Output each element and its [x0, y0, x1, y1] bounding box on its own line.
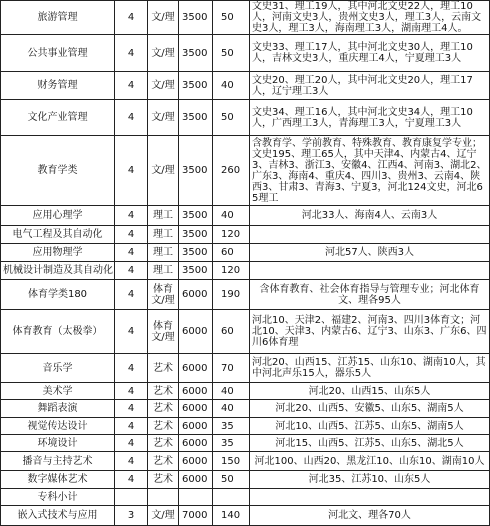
cell-years: 4: [115, 244, 148, 262]
cell-remark: 文史31、理工19人，其中河北文史22人，理工10人，河南文史3人，贵州文史3人，理工3人，云南文史3人，理工3人，海南理工3人，湖南理工4人。: [250, 1, 490, 35]
cell-major: 财务管理: [1, 72, 115, 100]
cell-category: 艺术: [148, 383, 179, 400]
cell-years: 4: [115, 354, 148, 383]
cell-category: 文/理: [148, 35, 179, 72]
cell-major: 播音与主持艺术: [1, 452, 115, 471]
cell-category: 文/理: [148, 72, 179, 100]
table-row: [1, 354, 490, 383]
cell-years: 4: [115, 72, 148, 100]
table-row: [1, 262, 490, 280]
cell-enrollment-count: 40: [213, 206, 250, 226]
cell-major: 电气工程及其自动化: [1, 226, 115, 244]
cell-remark: 河北57人、陕西3人: [250, 244, 490, 262]
table-body: [1, 1, 490, 526]
cell-major: 公共事业管理: [1, 35, 115, 72]
cell-remark: 文史34、理工16人，其中河北文史34人，理工10人，广西理工3人，青海理工3人，宁夏理工3人: [250, 100, 490, 136]
cell-years: 4: [115, 435, 148, 452]
cell-enrollment-count: 60: [213, 244, 250, 262]
cell-remark: 河北33人、海南4人、云南3人: [250, 206, 490, 226]
cell-years: 4: [115, 206, 148, 226]
cell-major: 环境设计: [1, 435, 115, 452]
cell-years: 4: [115, 471, 148, 489]
cell-tuition: 6000: [179, 400, 213, 418]
cell-enrollment-count: 70: [213, 354, 250, 383]
cell-major: 音乐学: [1, 354, 115, 383]
cell-enrollment-count: 50: [213, 35, 250, 72]
cell-major: 嵌入式技术与应用: [1, 506, 115, 526]
cell-category: [148, 489, 179, 506]
cell-remark: 河北文、理各70人: [250, 506, 490, 526]
table-row: [1, 435, 490, 452]
cell-major: 数字媒体艺术: [1, 471, 115, 489]
cell-category: 文/理: [148, 100, 179, 136]
cell-remark: 含体育教育、社会体育指导与管理专业；河北体育文、理各95人: [250, 280, 490, 310]
table-row: [1, 452, 490, 471]
cell-enrollment-count: 40: [213, 72, 250, 100]
cell-enrollment-count: 60: [213, 310, 250, 354]
cell-years: 4: [115, 262, 148, 280]
table-row: [1, 226, 490, 244]
cell-major: 体育教育（太极拳）: [1, 310, 115, 354]
cell-remark: 河北10、山西5、江苏5、山东5、湖南5人: [250, 418, 490, 435]
table-row: [1, 136, 490, 206]
cell-years: 4: [115, 400, 148, 418]
cell-major: 应用物理学: [1, 244, 115, 262]
table-row: [1, 1, 490, 35]
cell-tuition: 6000: [179, 383, 213, 400]
cell-category: 艺术: [148, 418, 179, 435]
cell-remark: 河北20、山西15、山东5人: [250, 383, 490, 400]
cell-major: 美术学: [1, 383, 115, 400]
cell-remark: 河北20、山西5、安徽5、山东5、湖南5人: [250, 400, 490, 418]
cell-years: [115, 489, 148, 506]
cell-enrollment-count: 40: [213, 383, 250, 400]
cell-years: 4: [115, 1, 148, 35]
cell-tuition: 6000: [179, 471, 213, 489]
cell-major: 教育学类: [1, 136, 115, 206]
cell-category: 艺术: [148, 452, 179, 471]
table-row: [1, 383, 490, 400]
cell-enrollment-count: 40: [213, 400, 250, 418]
cell-tuition: 6000: [179, 354, 213, 383]
cell-enrollment-count: 150: [213, 452, 250, 471]
table-row: [1, 206, 490, 226]
table-row: [1, 489, 490, 506]
cell-category: 艺术: [148, 435, 179, 452]
cell-years: 4: [115, 310, 148, 354]
cell-enrollment-count: 120: [213, 226, 250, 244]
cell-remark: 河北10、天津2、福建2、河南3、四川3体育文；河北10、天津3、内蒙古6、辽宁3、山东3、广东6、四川6体育理: [250, 310, 490, 354]
table-row: [1, 418, 490, 435]
cell-remark: 含教育学、学前教育、特殊教育、教育康复学专业；文史195、理工65人，其中天津4、内蒙古4、辽宁3、吉林3、浙江3、安徽4、江西4、河南3、湖北2、广东3、海南4、重庆4、四川3、贵州3、云南4、陕西3、甘肃3、青海3、宁夏3，河北124文史，河北65理工: [250, 136, 490, 206]
cell-remark: [250, 262, 490, 280]
cell-years: 4: [115, 35, 148, 72]
cell-tuition: [179, 489, 213, 506]
cell-enrollment-count: 50: [213, 1, 250, 35]
cell-tuition: 3500: [179, 100, 213, 136]
cell-major: 机械设计制造及其自动化: [1, 262, 115, 280]
cell-remark: 河北100、山西20、黑龙江10、山东10、湖南10人: [250, 452, 490, 471]
cell-tuition: 7000: [179, 506, 213, 526]
cell-enrollment-count: 190: [213, 280, 250, 310]
cell-enrollment-count: 35: [213, 418, 250, 435]
cell-category: 体育文/理: [148, 280, 179, 310]
cell-tuition: 3500: [179, 136, 213, 206]
cell-remark: [250, 226, 490, 244]
cell-enrollment-count: [213, 489, 250, 506]
table-row: [1, 72, 490, 100]
cell-tuition: 6000: [179, 280, 213, 310]
cell-category: 艺术: [148, 400, 179, 418]
cell-tuition: 6000: [179, 435, 213, 452]
cell-major: 视觉传达设计: [1, 418, 115, 435]
cell-category: 理工: [148, 206, 179, 226]
cell-enrollment-count: 50: [213, 100, 250, 136]
cell-enrollment-count: 140: [213, 506, 250, 526]
cell-category: 文/理: [148, 1, 179, 35]
cell-remark: 河北15、山西5、江苏5、山东5、湖北5人: [250, 435, 490, 452]
cell-major: 舞蹈表演: [1, 400, 115, 418]
cell-tuition: 6000: [179, 452, 213, 471]
table-row: [1, 100, 490, 136]
cell-category: 文/理: [148, 506, 179, 526]
cell-remark: [250, 489, 490, 506]
cell-tuition: 3500: [179, 244, 213, 262]
cell-tuition: 3500: [179, 262, 213, 280]
cell-tuition: 3500: [179, 226, 213, 244]
cell-years: 4: [115, 452, 148, 471]
cell-category: 理工: [148, 244, 179, 262]
cell-tuition: 6000: [179, 310, 213, 354]
cell-major: 旅游管理: [1, 1, 115, 35]
cell-category: 理工: [148, 226, 179, 244]
cell-years: 4: [115, 226, 148, 244]
cell-tuition: 3500: [179, 72, 213, 100]
cell-enrollment-count: 260: [213, 136, 250, 206]
cell-tuition: 3500: [179, 206, 213, 226]
cell-tuition: 3500: [179, 35, 213, 72]
cell-remark: 文史20、理工20人，其中河北文史20人，理工17人，辽宁理工3人: [250, 72, 490, 100]
table-row: [1, 280, 490, 310]
cell-category: 艺术: [148, 471, 179, 489]
cell-tuition: 6000: [179, 418, 213, 435]
cell-years: 4: [115, 418, 148, 435]
table-row: [1, 244, 490, 262]
cell-remark: 河北20、山西15、江苏15、山东10、湖南10人，其中河北声乐15人，器乐5人: [250, 354, 490, 383]
cell-tuition: 3500: [179, 1, 213, 35]
cell-years: 4: [115, 280, 148, 310]
table-row: [1, 35, 490, 72]
cell-enrollment-count: 120: [213, 262, 250, 280]
cell-years: 4: [115, 136, 148, 206]
cell-category: 体育文/理: [148, 310, 179, 354]
table-row: [1, 471, 490, 489]
table-row: [1, 400, 490, 418]
cell-enrollment-count: 50: [213, 471, 250, 489]
cell-major: 体育学类180: [1, 280, 115, 310]
cell-major: 文化产业管理: [1, 100, 115, 136]
cell-remark: 河北35、江苏10、山东5人: [250, 471, 490, 489]
cell-remark: 文史33、理工17人，其中河北文史30人，理工10人，吉林文史3人，重庆理工4人，宁夏理工3人: [250, 35, 490, 72]
cell-category: 文/理: [148, 136, 179, 206]
cell-major: 专科小计: [1, 489, 115, 506]
cell-enrollment-count: 35: [213, 435, 250, 452]
cell-years: 3: [115, 506, 148, 526]
cell-years: 4: [115, 383, 148, 400]
cell-major: 应用心理学: [1, 206, 115, 226]
cell-years: 4: [115, 100, 148, 136]
table-row: [1, 310, 490, 354]
cell-category: 艺术: [148, 354, 179, 383]
cell-category: 理工: [148, 262, 179, 280]
